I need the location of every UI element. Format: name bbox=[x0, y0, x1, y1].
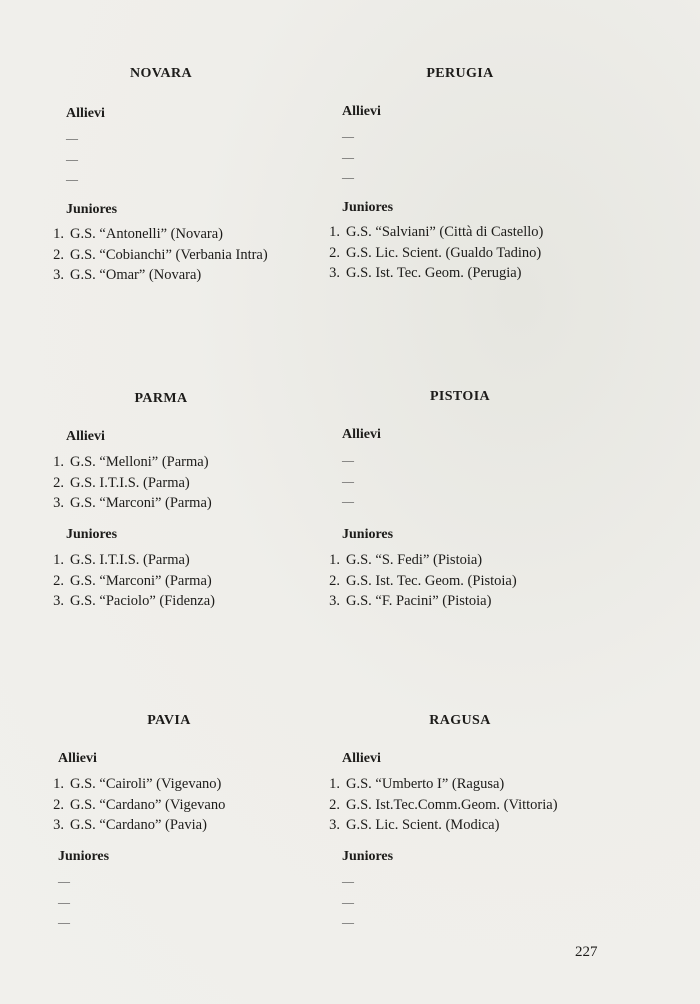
juniores-list bbox=[312, 871, 354, 933]
juniores-heading: Juniores bbox=[342, 527, 394, 542]
list-item: — bbox=[342, 170, 354, 184]
city-heading: PISTOIA bbox=[429, 389, 491, 404]
juniores-list bbox=[28, 871, 70, 933]
list-item: — bbox=[58, 874, 70, 888]
list-item: 3. G.S. “Cardano” (Pavia) bbox=[53, 817, 207, 833]
list-item: — bbox=[66, 172, 78, 186]
list-item: — bbox=[66, 151, 78, 166]
list-item: 1. G.S. “Cairoli” (Vigevano) bbox=[53, 776, 222, 792]
list-item: — bbox=[58, 894, 70, 909]
list-item: 2. G.S. Ist. Tec. Geom. (Pistoia) bbox=[329, 572, 517, 589]
city-heading: RAGUSA bbox=[429, 713, 491, 728]
page-number: 227 bbox=[575, 944, 598, 960]
allievi-list bbox=[36, 128, 78, 190]
list-item: 2. G.S. “Cardano” (Vigevano bbox=[53, 796, 226, 813]
allievi-list bbox=[312, 450, 354, 512]
list-item: 3. G.S. “Omar” (Novara) bbox=[53, 267, 202, 283]
allievi-heading: Allievi bbox=[342, 104, 381, 119]
allievi-list bbox=[312, 774, 558, 836]
list-item: 1. G.S. “S. Fedi” (Pistoia) bbox=[329, 552, 483, 568]
list-item: 1. G.S. “Salviani” (Città di Castello) bbox=[329, 224, 544, 240]
juniores-heading: Juniores bbox=[66, 527, 118, 542]
list-item: 3. G.S. “F. Pacini” (Pistoia) bbox=[329, 593, 492, 609]
juniores-list bbox=[312, 222, 543, 284]
list-item: — bbox=[342, 874, 354, 888]
list-item: 3. G.S. “Paciolo” (Fidenza) bbox=[53, 593, 215, 609]
list-item: — bbox=[342, 129, 354, 143]
allievi-heading: Allievi bbox=[66, 106, 105, 121]
list-item: 2. G.S. “Marconi” (Parma) bbox=[53, 572, 212, 589]
list-item: — bbox=[342, 494, 354, 508]
list-item: 1. G.S. I.T.I.S. (Parma) bbox=[53, 552, 190, 568]
list-item: — bbox=[66, 131, 78, 145]
city-heading: NOVARA bbox=[129, 66, 193, 81]
city-heading: PAVIA bbox=[147, 713, 191, 728]
allievi-heading: Allievi bbox=[58, 751, 97, 766]
list-item: 2. G.S. “Cobianchi” (Verbania Intra) bbox=[53, 246, 268, 263]
list-item: — bbox=[342, 453, 354, 467]
list-item: — bbox=[342, 894, 354, 909]
city-heading: PERUGIA bbox=[426, 66, 494, 81]
list-item: 1. G.S. “Umberto I” (Ragusa) bbox=[329, 776, 505, 792]
juniores-heading: Juniores bbox=[342, 849, 394, 864]
list-item: 1. G.S. “Antonelli” (Novara) bbox=[53, 226, 224, 242]
juniores-heading: Juniores bbox=[66, 202, 118, 217]
juniores-list bbox=[36, 224, 268, 286]
juniores-list bbox=[36, 550, 215, 612]
allievi-heading: Allievi bbox=[342, 427, 381, 442]
juniores-heading: Juniores bbox=[58, 849, 110, 864]
city-heading: PARMA bbox=[134, 391, 188, 406]
allievi-heading: Allievi bbox=[342, 751, 381, 766]
list-item: 2. G.S. Ist.Tec.Comm.Geom. (Vittoria) bbox=[329, 796, 558, 813]
juniores-list bbox=[312, 550, 517, 612]
list-item: 1. G.S. “Melloni” (Parma) bbox=[53, 454, 209, 470]
list-item: — bbox=[342, 473, 354, 488]
list-item: 2. G.S. Lic. Scient. (Gualdo Tadino) bbox=[329, 244, 542, 261]
allievi-heading: Allievi bbox=[66, 429, 105, 444]
list-item: 3. G.S. Lic. Scient. (Modica) bbox=[329, 817, 500, 833]
list-item: 3. G.S. “Marconi” (Parma) bbox=[53, 495, 212, 511]
allievi-list bbox=[36, 452, 212, 514]
allievi-list bbox=[312, 126, 354, 188]
list-item: — bbox=[342, 915, 354, 929]
list-item: 3. G.S. Ist. Tec. Geom. (Perugia) bbox=[329, 265, 522, 281]
list-item: — bbox=[342, 149, 354, 164]
list-item: — bbox=[58, 915, 70, 929]
juniores-heading: Juniores bbox=[342, 200, 394, 215]
list-item: 2. G.S. I.T.I.S. (Parma) bbox=[53, 474, 190, 491]
allievi-list bbox=[36, 774, 225, 836]
